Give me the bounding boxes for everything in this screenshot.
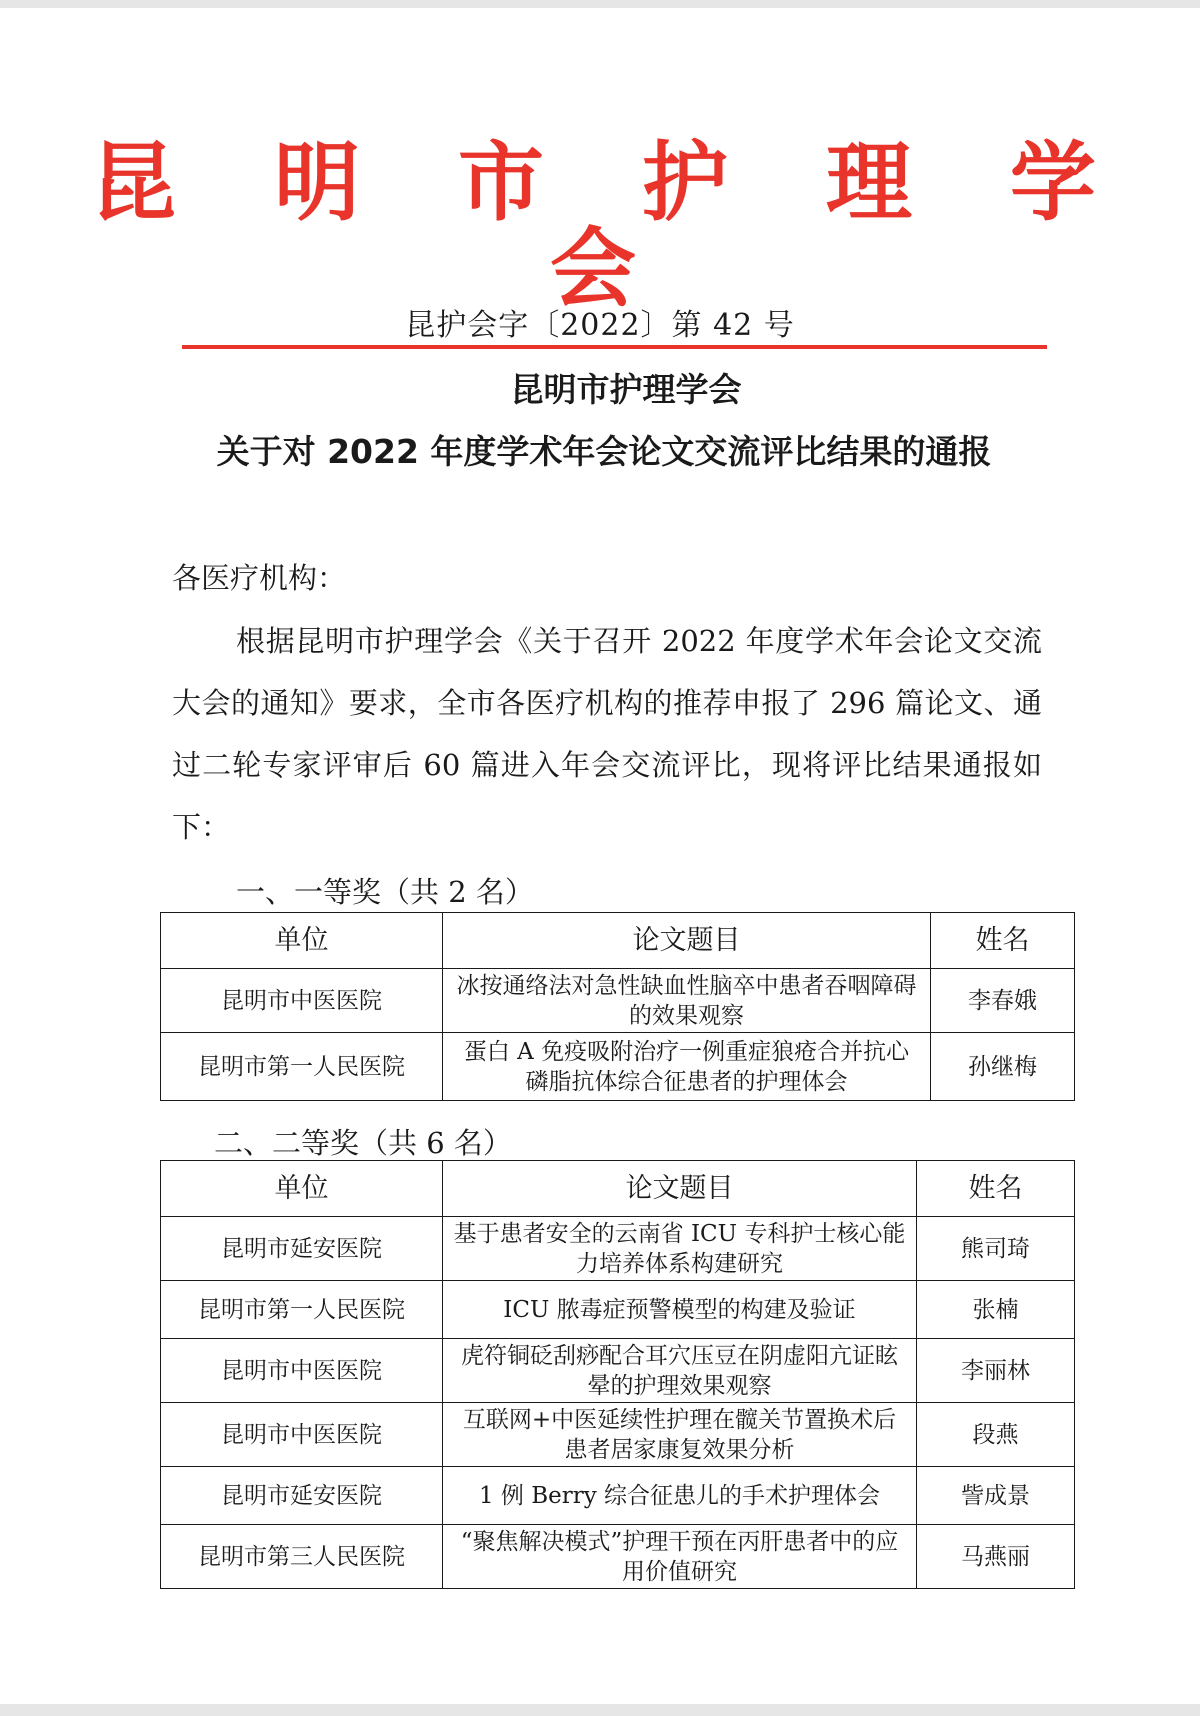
cell-title: 蛋白 A 免疫吸附治疗一例重症狼疮合并抗心磷脂抗体综合征患者的护理体会 <box>443 1033 931 1101</box>
cell-name: 熊司琦 <box>917 1217 1075 1281</box>
table-row <box>161 1033 1075 1101</box>
cell-title: 基于患者安全的云南省 ICU 专科护士核心能力培养体系构建研究 <box>443 1217 917 1281</box>
red-divider <box>182 345 1047 349</box>
cell-unit: 昆明市第一人民医院 <box>161 1281 443 1339</box>
document-title-line1: 昆明市护理学会 <box>510 370 742 409</box>
cell-unit: 昆明市第三人民医院 <box>161 1525 443 1589</box>
cell-unit: 昆明市中医医院 <box>161 1339 443 1403</box>
cell-title: 互联网+中医延续性护理在髋关节置换术后患者居家康复效果分析 <box>443 1403 917 1467</box>
salutation: 各医疗机构： <box>172 561 347 595</box>
first-prize-table <box>160 912 1075 1101</box>
cell-title: ICU 脓毒症预警模型的构建及验证 <box>443 1281 917 1339</box>
column-header-name: 姓名 <box>931 913 1075 969</box>
table-row <box>161 1525 1075 1589</box>
section-heading-second-prize: 二、二等奖（共 6 名） <box>214 1126 512 1160</box>
cell-name: 李春娥 <box>931 969 1075 1033</box>
table-row <box>161 1403 1075 1467</box>
cell-unit: 昆明市第一人民医院 <box>161 1033 443 1101</box>
cell-name: 张楠 <box>917 1281 1075 1339</box>
column-header-unit: 单位 <box>161 1161 443 1217</box>
column-header-name: 姓名 <box>917 1161 1075 1217</box>
cell-name: 段燕 <box>917 1403 1075 1467</box>
table-row <box>161 1217 1075 1281</box>
document-page <box>0 8 1200 1704</box>
second-prize-table <box>160 1160 1075 1589</box>
table-header-row <box>161 913 1075 969</box>
cell-title: 虎符铜砭刮痧配合耳穴压豆在阴虚阳亢证眩晕的护理效果观察 <box>443 1339 917 1403</box>
cell-unit: 昆明市中医医院 <box>161 1403 443 1467</box>
table-row <box>161 969 1075 1033</box>
cell-title: 冰按通络法对急性缺血性脑卒中患者吞咽障碍的效果观察 <box>443 969 931 1033</box>
cell-name: 孙继梅 <box>931 1033 1075 1101</box>
cell-name: 马燕丽 <box>917 1525 1075 1589</box>
cell-unit: 昆明市延安医院 <box>161 1467 443 1525</box>
table-row <box>161 1281 1075 1339</box>
table-row <box>161 1467 1075 1525</box>
cell-unit: 昆明市中医医院 <box>161 969 443 1033</box>
cell-name: 訾成景 <box>917 1467 1075 1525</box>
column-header-unit: 单位 <box>161 913 443 969</box>
table-row <box>161 1339 1075 1403</box>
cell-title: 1 例 Berry 综合征患儿的手术护理体会 <box>443 1467 917 1525</box>
column-header-title: 论文题目 <box>443 913 931 969</box>
section-heading-first-prize: 一、一等奖（共 2 名） <box>236 875 534 909</box>
document-title-line2: 关于对 2022 年度学术年会论文交流评比结果的通报 <box>216 432 992 471</box>
document-number: 昆护会字〔2022〕第 42 号 <box>405 308 795 343</box>
table-header-row <box>161 1161 1075 1217</box>
cell-name: 李丽林 <box>917 1339 1075 1403</box>
masthead: 昆 明 市 护 理 学 会 <box>90 133 1130 319</box>
body-paragraph: 根据昆明市护理学会《关于召开 2022 年度学术年会论文交流大会的通知》要求，全市各医疗机构的推荐申报了 296 篇论文、通过二轮专家评审后 60 篇进入年会交流评比，现将评比结果通报如下： <box>172 624 1042 844</box>
cell-title: “聚焦解决模式”护理干预在丙肝患者中的应用价值研究 <box>443 1525 917 1589</box>
column-header-title: 论文题目 <box>443 1161 917 1217</box>
cell-unit: 昆明市延安医院 <box>161 1217 443 1281</box>
